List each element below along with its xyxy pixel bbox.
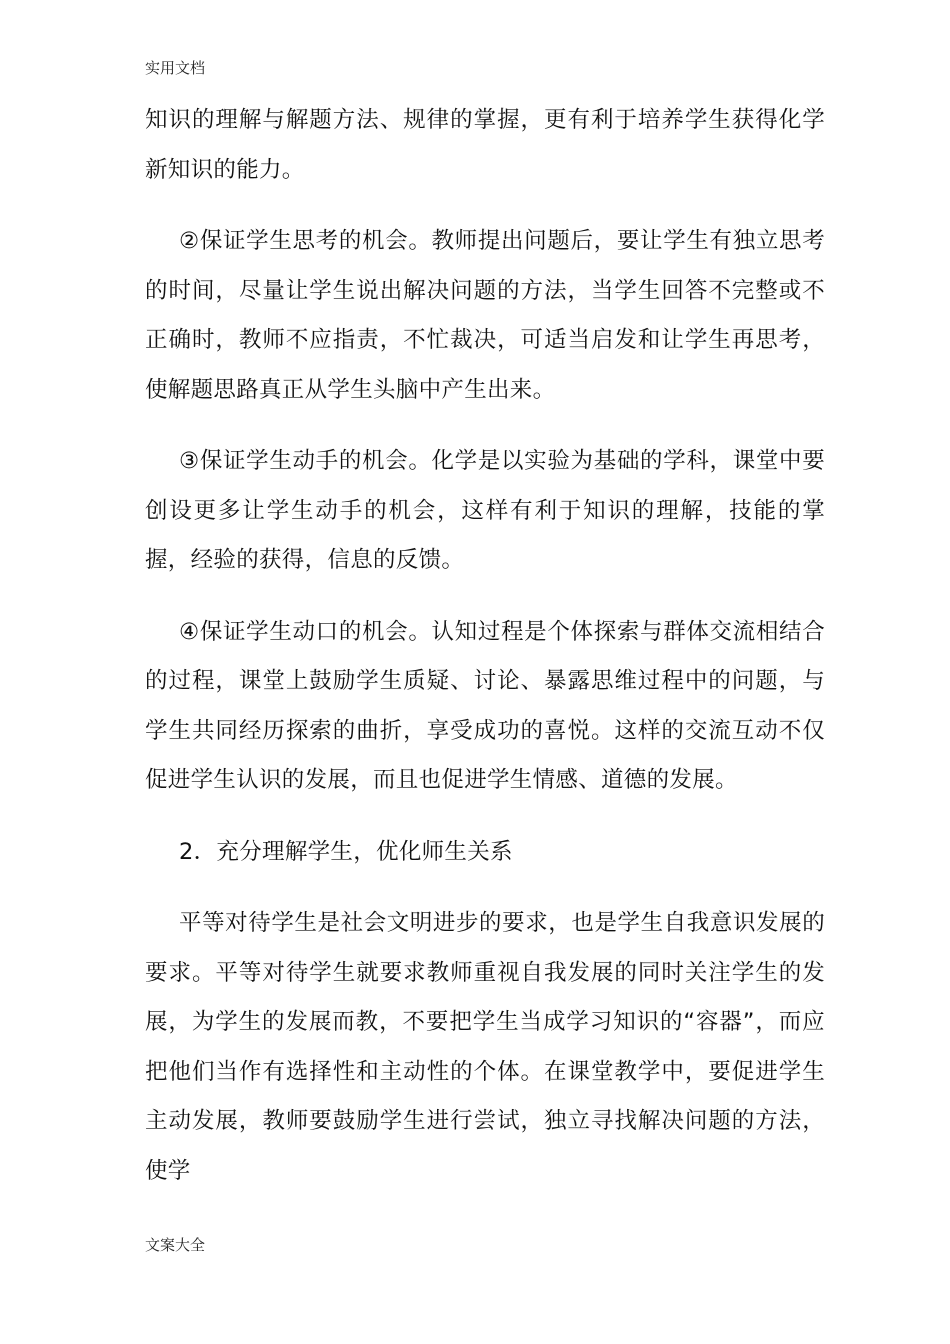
page-header: 实用文档 xyxy=(145,59,206,77)
document-body xyxy=(145,96,825,1196)
paragraph-continuation: 知识的理解与解题方法、规律的掌握，更有利于培养学生获得化学新知识的能力。 xyxy=(145,107,825,183)
page-footer: 文案大全 xyxy=(145,1236,206,1254)
paragraph-speaking-opportunity: ④保证学生动口的机会。认知过程是个体探索与群体交流相结合的过程，课堂上鼓励学生质疑、讨论、暴露思维过程中的问题，与学生共同经历探索的曲折，享受成功的喜悦。这样的交流互动不仅促进学生认识的发展，而且也促进学生情感、道德的发展。 xyxy=(145,618,825,793)
paragraph-thinking-opportunity: ②保证学生思考的机会。教师提出问题后，要让学生有独立思考的时间，尽量让学生说出解决问题的方法，当学生回答不完整或不正确时，教师不应指责，不忙裁决，可适当启发和让学生再思考，使解题思路真正从学生头脑中产生出来。 xyxy=(145,228,825,403)
paragraph-hands-on-opportunity: ③保证学生动手的机会。化学是以实验为基础的学科，课堂中要创设更多让学生动手的机会，这样有利于知识的理解，技能的掌握，经验的获得，信息的反馈。 xyxy=(145,448,825,573)
paragraph-equal-treatment: 平等对待学生是社会文明进步的要求，也是学生自我意识发展的要求。平等对待学生就要求教师重视自我发展的同时关注学生的发展，为学生的发展而教，不要把学生当成学习知识的“容器”，而应把他们当作有选择性和主动性的个体。在课堂教学中，要促进学生主动发展，教师要鼓励学生进行尝试，独立寻找解决问题的方法，使学 xyxy=(145,910,825,1184)
section-heading: 2．充分理解学生，优化师生关系 xyxy=(179,838,513,865)
